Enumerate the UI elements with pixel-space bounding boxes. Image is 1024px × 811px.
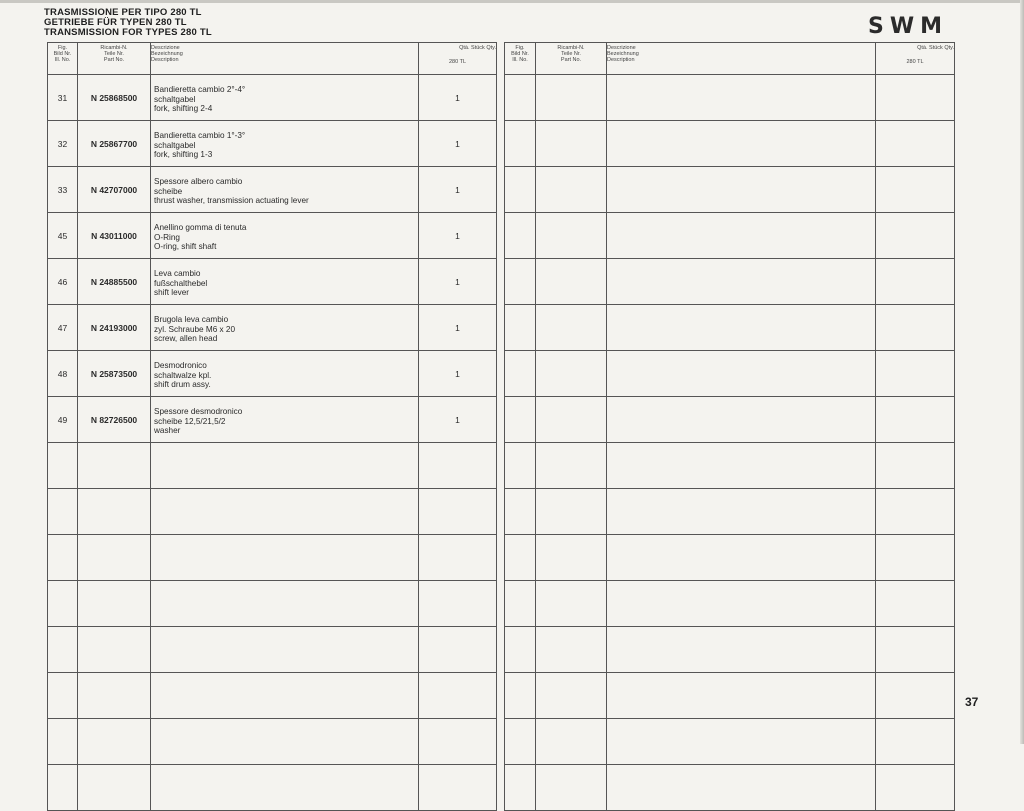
table-row xyxy=(505,443,955,489)
page-number: 37 xyxy=(965,695,979,709)
description xyxy=(607,581,876,627)
col-qty-header xyxy=(876,43,955,75)
fig-number xyxy=(505,305,536,351)
table-header xyxy=(48,43,497,75)
table-row xyxy=(505,673,955,719)
col-qty-header xyxy=(419,43,497,75)
part-number xyxy=(536,121,607,167)
col-fig-header xyxy=(48,43,78,75)
description-line: fußschalthebel xyxy=(154,278,208,288)
quantity xyxy=(876,765,955,811)
fig-number xyxy=(48,719,78,765)
quantity: 1 xyxy=(419,259,497,305)
description xyxy=(151,75,419,121)
col-qty-type: 280 TL xyxy=(448,59,467,65)
table-row xyxy=(48,489,497,535)
col-fig-de: Bild Nr. xyxy=(511,51,529,57)
table-row xyxy=(505,397,955,443)
table-row xyxy=(505,627,955,673)
part-number xyxy=(78,765,151,811)
quantity xyxy=(419,673,497,719)
fig-number xyxy=(48,443,78,489)
part-number xyxy=(536,627,607,673)
table-row xyxy=(505,259,955,305)
fig-number: 33 xyxy=(48,167,78,213)
part-number xyxy=(536,305,607,351)
part-number: N 24193000 xyxy=(78,305,151,351)
page-binding-edge xyxy=(1020,0,1024,744)
description-line: fork, shifting 1-3 xyxy=(154,150,213,160)
table-row xyxy=(505,535,955,581)
part-number: N 25873500 xyxy=(78,351,151,397)
quantity xyxy=(876,535,955,581)
quantity xyxy=(876,719,955,765)
table-row xyxy=(48,259,497,305)
quantity xyxy=(419,535,497,581)
fig-number xyxy=(505,765,536,811)
fig-number xyxy=(505,719,536,765)
table-row xyxy=(48,121,497,167)
description xyxy=(151,397,419,443)
table-row xyxy=(48,351,497,397)
part-number: N 25868500 xyxy=(78,75,151,121)
quantity xyxy=(876,673,955,719)
quantity xyxy=(876,351,955,397)
quantity xyxy=(419,627,497,673)
quantity: 1 xyxy=(419,121,497,167)
part-number xyxy=(536,443,607,489)
quantity: 1 xyxy=(419,351,497,397)
fig-number xyxy=(48,765,78,811)
fig-number xyxy=(505,397,536,443)
table-row xyxy=(505,581,955,627)
table-row xyxy=(505,75,955,121)
quantity: 1 xyxy=(419,213,497,259)
description xyxy=(607,719,876,765)
description-line: thrust washer, transmission actuating lever xyxy=(154,196,309,206)
col-qty-type: 280 TL xyxy=(906,59,924,65)
col-fig-header xyxy=(505,43,536,75)
col-part-de: Teile Nr. xyxy=(104,51,124,57)
table-header xyxy=(505,43,955,75)
table-row xyxy=(505,719,955,765)
part-number xyxy=(536,535,607,581)
fig-number xyxy=(48,581,78,627)
description xyxy=(151,535,419,581)
description-line: zyl. Schraube M6 x 20 xyxy=(154,324,236,334)
quantity: 1 xyxy=(419,397,497,443)
col-desc-it: Descrizione xyxy=(607,45,636,51)
description-line: screw, allen head xyxy=(154,334,218,344)
description-line: schaltgabel xyxy=(154,140,196,150)
table-row xyxy=(505,305,955,351)
part-number xyxy=(536,259,607,305)
part-number xyxy=(536,719,607,765)
quantity xyxy=(876,167,955,213)
table-row xyxy=(48,581,497,627)
col-desc-it: Descrizione xyxy=(151,45,180,51)
quantity xyxy=(876,305,955,351)
description-line: Leva cambio xyxy=(154,269,201,279)
fig-number xyxy=(505,121,536,167)
col-part-de: Teile Nr. xyxy=(561,51,581,57)
brand-logo: SWM xyxy=(868,14,949,39)
description xyxy=(607,627,876,673)
description xyxy=(607,673,876,719)
part-number xyxy=(78,535,151,581)
quantity xyxy=(876,75,955,121)
quantity xyxy=(876,259,955,305)
fig-number xyxy=(505,75,536,121)
quantity xyxy=(419,489,497,535)
col-desc-en: Description xyxy=(607,57,635,63)
fig-number: 49 xyxy=(48,397,78,443)
description-line: scheibe 12,5/21,5/2 xyxy=(154,416,226,426)
description-line: washer xyxy=(154,426,181,436)
table-row xyxy=(48,627,497,673)
description xyxy=(607,489,876,535)
description xyxy=(151,719,419,765)
description-line: Bandieretta cambio 2°-4° xyxy=(154,85,246,95)
table-row xyxy=(48,765,497,811)
section-title xyxy=(44,8,212,38)
col-qty-label: Qtà. Stück Qty. xyxy=(917,45,954,51)
description xyxy=(607,535,876,581)
description xyxy=(607,121,876,167)
quantity xyxy=(419,581,497,627)
description xyxy=(607,259,876,305)
col-qty-label: Qtà. Stück Qty. xyxy=(459,45,496,51)
quantity: 1 xyxy=(419,167,497,213)
part-number xyxy=(536,167,607,213)
col-fig-de: Bild Nr. xyxy=(53,51,72,57)
description xyxy=(607,213,876,259)
description xyxy=(151,627,419,673)
table-row xyxy=(48,167,497,213)
fig-number xyxy=(505,213,536,259)
quantity xyxy=(419,443,497,489)
table-row xyxy=(505,213,955,259)
table-row xyxy=(505,351,955,397)
part-number xyxy=(536,397,607,443)
quantity xyxy=(876,627,955,673)
table-row xyxy=(48,305,497,351)
description-line: scheibe xyxy=(154,186,183,196)
quantity xyxy=(419,719,497,765)
quantity xyxy=(876,397,955,443)
fig-number xyxy=(505,167,536,213)
parts-table-right xyxy=(504,42,955,811)
quantity xyxy=(876,121,955,167)
description-line: Desmodronico xyxy=(154,361,207,371)
fig-number xyxy=(505,489,536,535)
title-english: TRANSMISSION FOR TYPES 280 TL xyxy=(44,27,212,38)
description-line: schaltgabel xyxy=(154,94,196,104)
col-desc-de: Bezeichnung xyxy=(607,51,639,57)
parts-table-left xyxy=(47,42,497,811)
description xyxy=(607,305,876,351)
description-line: O-Ring xyxy=(154,232,180,242)
table-row xyxy=(48,75,497,121)
fig-number xyxy=(505,259,536,305)
table-row xyxy=(48,535,497,581)
col-fig-en: Ill. No. xyxy=(512,57,528,63)
fig-number: 47 xyxy=(48,305,78,351)
description xyxy=(607,167,876,213)
part-number xyxy=(536,351,607,397)
fig-number: 31 xyxy=(48,75,78,121)
part-number xyxy=(78,489,151,535)
fig-number xyxy=(48,535,78,581)
quantity xyxy=(876,581,955,627)
col-part-header xyxy=(536,43,607,75)
fig-number: 32 xyxy=(48,121,78,167)
fig-number: 45 xyxy=(48,213,78,259)
description xyxy=(151,673,419,719)
col-desc-header xyxy=(607,43,876,75)
col-part-en: Part No. xyxy=(560,57,582,63)
part-number xyxy=(78,443,151,489)
fig-number xyxy=(505,627,536,673)
description-line: Anellino gomma di tenuta xyxy=(154,223,247,233)
part-number xyxy=(78,581,151,627)
description xyxy=(151,489,419,535)
description xyxy=(151,305,419,351)
part-number: N 24885500 xyxy=(78,259,151,305)
part-number xyxy=(536,581,607,627)
fig-number xyxy=(505,581,536,627)
part-number xyxy=(78,673,151,719)
part-number xyxy=(536,673,607,719)
description-line: Spessore albero cambio xyxy=(154,177,243,187)
description xyxy=(607,765,876,811)
fig-number: 48 xyxy=(48,351,78,397)
table-row xyxy=(48,213,497,259)
description-line: schaltwalze kpl. xyxy=(154,370,212,380)
description-line: O-ring, shift shaft xyxy=(154,242,217,252)
col-part-it: Ricambi-N. xyxy=(100,45,128,51)
fig-number xyxy=(505,673,536,719)
description-line: shift lever xyxy=(154,288,190,298)
table-row xyxy=(48,673,497,719)
part-number xyxy=(78,627,151,673)
description xyxy=(151,121,419,167)
quantity xyxy=(419,765,497,811)
part-number: N 82726500 xyxy=(78,397,151,443)
quantity: 1 xyxy=(419,75,497,121)
part-number xyxy=(536,765,607,811)
part-number: N 25867700 xyxy=(78,121,151,167)
col-fig-en: Ill. No. xyxy=(54,57,71,63)
part-number: N 42707000 xyxy=(78,167,151,213)
col-desc-en: Description xyxy=(151,57,179,63)
part-number xyxy=(536,489,607,535)
col-part-header xyxy=(78,43,151,75)
fig-number xyxy=(48,627,78,673)
description xyxy=(607,75,876,121)
quantity: 1 xyxy=(419,305,497,351)
fig-number xyxy=(48,489,78,535)
description xyxy=(607,443,876,489)
page-edge xyxy=(0,0,1024,3)
fig-number xyxy=(505,443,536,489)
description xyxy=(151,167,419,213)
description xyxy=(607,397,876,443)
description xyxy=(151,443,419,489)
description-line: Brugola leva cambio xyxy=(154,315,229,325)
title-italian: TRASMISSIONE PER TIPO 280 TL xyxy=(44,7,202,18)
part-number: N 43011000 xyxy=(78,213,151,259)
fig-number xyxy=(505,535,536,581)
col-fig-it: Fig. xyxy=(515,45,525,51)
fig-number xyxy=(505,351,536,397)
title-german: GETRIEBE FÜR TYPEN 280 TL xyxy=(44,17,187,28)
part-number xyxy=(78,719,151,765)
description xyxy=(607,351,876,397)
table-row xyxy=(505,121,955,167)
table-row xyxy=(505,489,955,535)
fig-number: 46 xyxy=(48,259,78,305)
fig-number xyxy=(48,673,78,719)
description-line: shift drum assy. xyxy=(154,380,211,390)
description-line: Bandieretta cambio 1°-3° xyxy=(154,131,246,141)
col-desc-header xyxy=(151,43,419,75)
description xyxy=(151,351,419,397)
table-row xyxy=(48,443,497,489)
description xyxy=(151,581,419,627)
table-row xyxy=(505,167,955,213)
quantity xyxy=(876,443,955,489)
quantity xyxy=(876,213,955,259)
table-row xyxy=(48,397,497,443)
description-line: Spessore desmodronico xyxy=(154,407,243,417)
table-row xyxy=(48,719,497,765)
quantity xyxy=(876,489,955,535)
description xyxy=(151,213,419,259)
part-number xyxy=(536,75,607,121)
col-part-en: Part No. xyxy=(103,57,125,63)
table-row xyxy=(505,765,955,811)
description xyxy=(151,259,419,305)
col-part-it: Ricambi-N. xyxy=(557,45,585,51)
part-number xyxy=(536,213,607,259)
col-desc-de: Bezeichnung xyxy=(151,51,183,57)
col-fig-it: Fig. xyxy=(57,45,68,51)
description xyxy=(151,765,419,811)
description-line: fork, shifting 2-4 xyxy=(154,104,213,114)
